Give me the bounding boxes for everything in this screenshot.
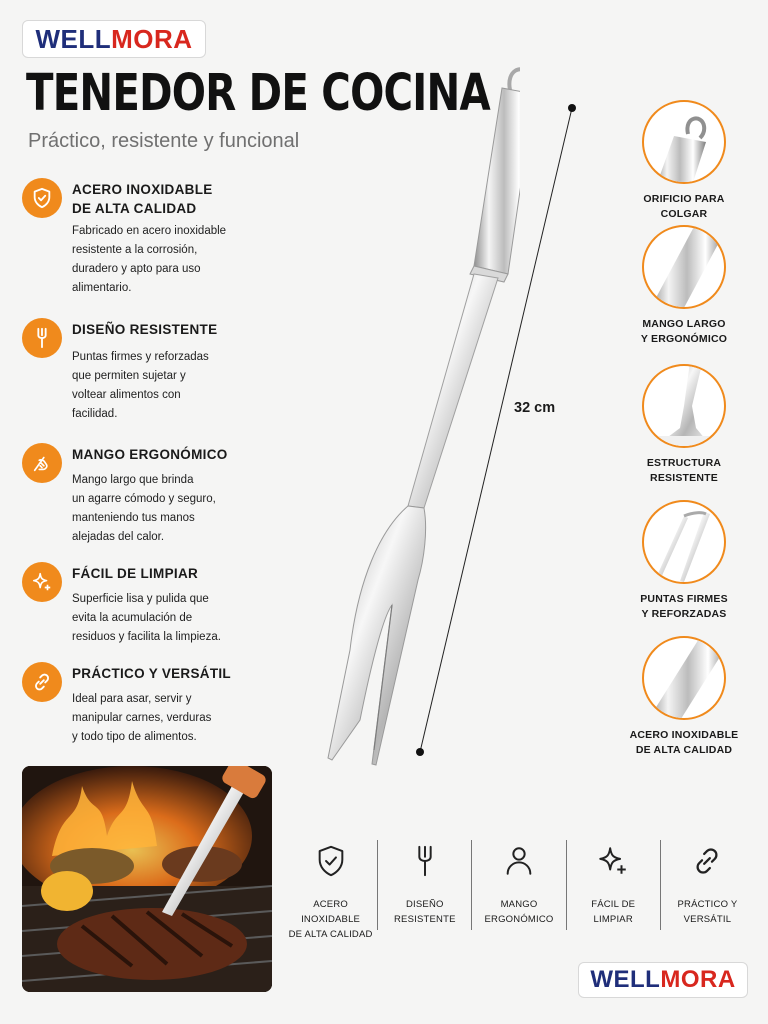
- bottom-item-limpiar: [566, 840, 660, 930]
- feature-limpiar: [22, 562, 272, 652]
- feature-acero: [22, 178, 272, 298]
- feature-text: Fabricado en acero inoxidable resistente a la corrosión, duradero y apto para uso alimentario.: [72, 225, 227, 294]
- brand-logo-part2: MORA: [111, 23, 193, 54]
- bottom-item-practico: [660, 840, 754, 930]
- link-icon: [22, 662, 62, 702]
- page-title: TENEDOR DE COCINA: [26, 64, 490, 123]
- detail-label: ESTRUCTURA RESISTENTE: [646, 457, 722, 484]
- brand-logo-part1: WELL: [35, 23, 112, 54]
- bottom-item-diseno: [377, 840, 471, 930]
- feature-title: PRÁCTICO Y VERSÁTIL: [72, 666, 231, 681]
- fork-icon: [22, 318, 62, 358]
- page-subtitle: Práctico, resistente y funcional: [28, 130, 300, 152]
- feature-mango: [22, 443, 272, 553]
- feature-text: Ideal para asar, servir y manipular carnes, verduras y todo tipo de alimentos.: [72, 693, 212, 743]
- bottom-item-label: MANGO ERGONÓMICO: [484, 899, 554, 925]
- bottom-item-label: PRÁCTICO Y VERSÁTIL: [677, 899, 738, 925]
- detail-orificio: [620, 100, 748, 222]
- feature-title: ACERO INOXIDABLE DE ALTA CALIDAD: [72, 182, 213, 216]
- detail-structure-image: [642, 364, 726, 448]
- detail-steel-image: [642, 636, 726, 720]
- shield-check-icon: [22, 178, 62, 218]
- detail-ring-image: [642, 100, 726, 184]
- brand-logo: [22, 20, 206, 58]
- detail-puntas: [620, 500, 748, 622]
- shield-check-icon: [314, 844, 348, 878]
- detail-handle-image: [642, 225, 726, 309]
- detail-estructura: [620, 364, 748, 486]
- detail-label: ORIFICIO PARA COLGAR: [643, 193, 725, 220]
- bottom-item-label: FÁCIL DE LIMPIAR: [591, 899, 636, 925]
- sparkle-icon: [596, 844, 630, 878]
- bottom-item-mango: [471, 840, 565, 930]
- feature-text: Puntas firmes y reforzadas que permiten sujetar y voltear alimentos con facilidad.: [72, 351, 209, 420]
- detail-tines-image: [642, 500, 726, 584]
- bottom-item-acero: [284, 840, 377, 940]
- sparkle-icon: [22, 562, 62, 602]
- feature-text: Superficie lisa y pulida que evita la acumulación de residuos y facilita la limpieza.: [72, 593, 221, 643]
- dimension-line: [400, 98, 590, 764]
- dimension-label: 32 cm: [514, 400, 556, 416]
- link-icon: [690, 844, 724, 878]
- detail-label: MANGO LARGO Y ERGONÓMICO: [640, 318, 728, 345]
- feature-title: MANGO ERGONÓMICO: [72, 447, 228, 462]
- feature-title: FÁCIL DE LIMPIAR: [72, 566, 199, 581]
- hand-grip-icon: [22, 443, 62, 483]
- person-icon: [502, 844, 536, 878]
- feature-practico: [22, 662, 272, 752]
- detail-label: PUNTAS FIRMES Y REFORZADAS: [640, 593, 728, 620]
- brand-logo-bottom: [578, 962, 748, 998]
- detail-label: ACERO INOXIDABLE DE ALTA CALIDAD: [629, 729, 739, 756]
- bottom-icon-row: [284, 840, 754, 940]
- feature-diseno: [22, 318, 272, 428]
- detail-acero: [620, 636, 748, 758]
- detail-mango: [620, 225, 748, 347]
- feature-text: Mango largo que brinda un agarre cómodo y seguro, manteniendo tus manos alejadas del calor.: [72, 474, 216, 543]
- feature-title: DISEÑO RESISTENTE: [72, 322, 218, 337]
- bottom-item-label: ACERO INOXIDABLE DE ALTA CALIDAD: [288, 899, 373, 940]
- grill-photo: [22, 766, 272, 992]
- brand-logo-part1: WELL: [590, 966, 661, 993]
- fork-icon: [408, 844, 442, 878]
- brand-logo-part2: MORA: [660, 966, 736, 993]
- bottom-item-label: DISEÑO RESISTENTE: [393, 899, 456, 925]
